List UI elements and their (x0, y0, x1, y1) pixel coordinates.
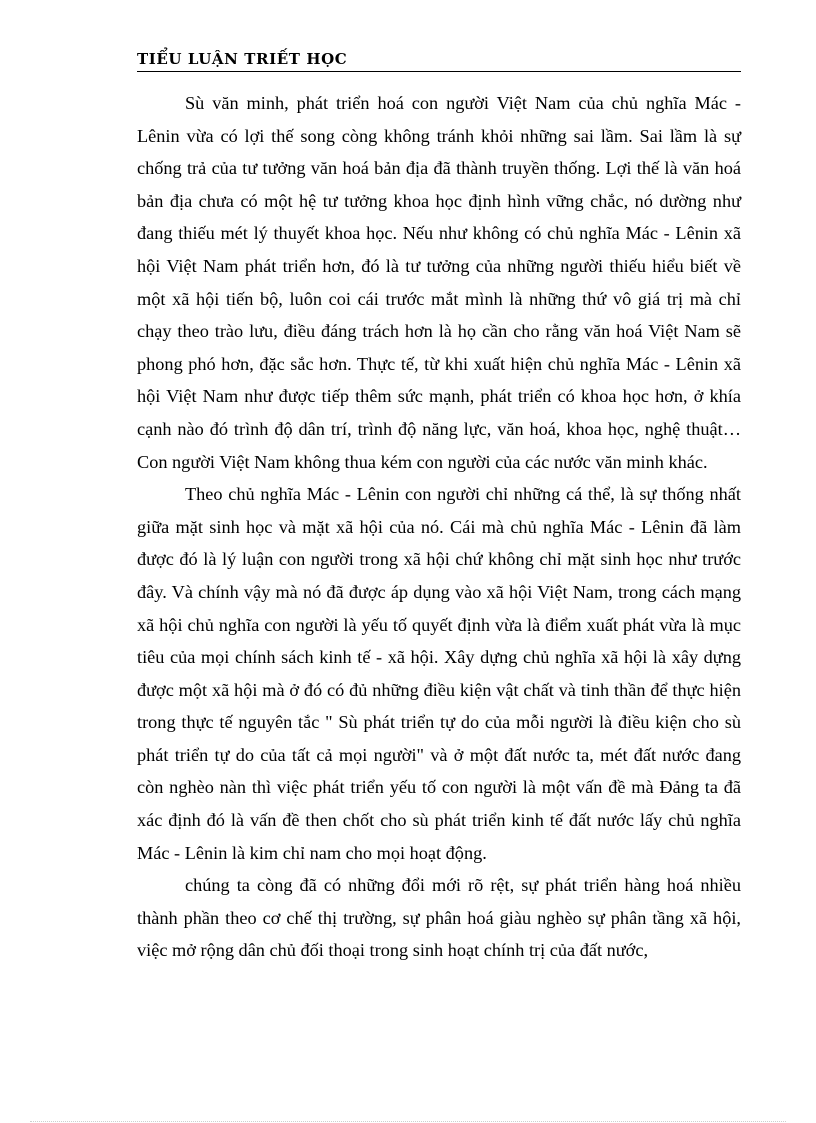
page-header (137, 49, 741, 72)
paragraph: Sù văn minh, phát triển hoá con người Việt Nam của chủ nghĩa Mác - Lênin vừa có lợi thế song còng không tránh khỏi những sai lầm. Sai lầm là sự chống trả của tư tưởng văn hoá bản địa đã thành truyền thống. Lợi thế là văn hoá bản địa chưa có một hệ tư tưởng khoa học định hình vững chắc, nó dường như đang thiếu mét lý thuyết khoa học. Nếu như không có chủ nghĩa Mác - Lênin xã hội Việt Nam phát triển hơn, đó là tư tưởng của những người thiếu hiểu biết về một xã hội tiến bộ, luôn coi cái trước mắt mình là những thứ vô giá trị mà chỉ chạy theo trào lưu, điều đáng trách hơn là họ cần cho rằng văn hoá Việt Nam sẽ phong phó hơn, đặc sắc hơn. Thực tế, từ khi xuất hiện chủ nghĩa Mác - Lênin xã hội Việt Nam như được tiếp thêm sức mạnh, phát triển có khoa học hơn, ở khía cạnh nào đó trình độ dân trí, trình độ năng lực, văn hoá, khoa học, nghệ thuật… Con người Việt Nam không thua kém con người của các nước văn minh khác. (137, 93, 741, 472)
paragraph: Theo chủ nghĩa Mác - Lênin con người chỉ những cá thể, là sự thống nhất giữa mặt sinh học và mặt xã hội của nó. Cái mà chủ nghĩa Mác - Lênin đã làm được đó là lý luận con người trong xã hội chứ không chỉ mặt sinh học như trước đây. Và chính vậy mà nó đã được áp dụng vào xã hội Việt Nam, trong cách mạng xã hội chủ nghĩa con người là yếu tố quyết định vừa là điểm xuất phát vừa là mục tiêu của mọi chính sách kinh tế - xã hội. Xây dựng chủ nghĩa xã hội là xây dựng được một xã hội mà ở đó có đủ những điều kiện vật chất và tinh thần để thực hiện trong thực tế nguyên tắc " Sù phát triển tự do của mỗi người là điều kiện cho sù phát triển tự do của tất cả mọi người" và ở một đất nước ta, mét đất nước đang còn nghèo nàn thì việc phát triển yếu tố con người là một vấn đề mà Đảng ta đã xác định đó là vấn đề then chốt cho sù phát triển kinh tế đất nước lấy chủ nghĩa Mác - Lênin là kim chỉ nam cho mọi hoạt động. (137, 484, 741, 863)
paragraph: chúng ta còng đã có những đổi mới rõ rệt, sự phát triển hàng hoá nhiều thành phần theo cơ chế thị trường, sự phân hoá giàu nghèo sự phân tầng xã hội, việc mở rộng dân chủ đối thoại trong sinh hoạt chính trị của đất nước, (137, 875, 741, 961)
document-body (137, 87, 741, 967)
header-title: TIỂU LUẬN TRIẾT HỌC (137, 50, 348, 68)
footer-divider (30, 1121, 786, 1122)
